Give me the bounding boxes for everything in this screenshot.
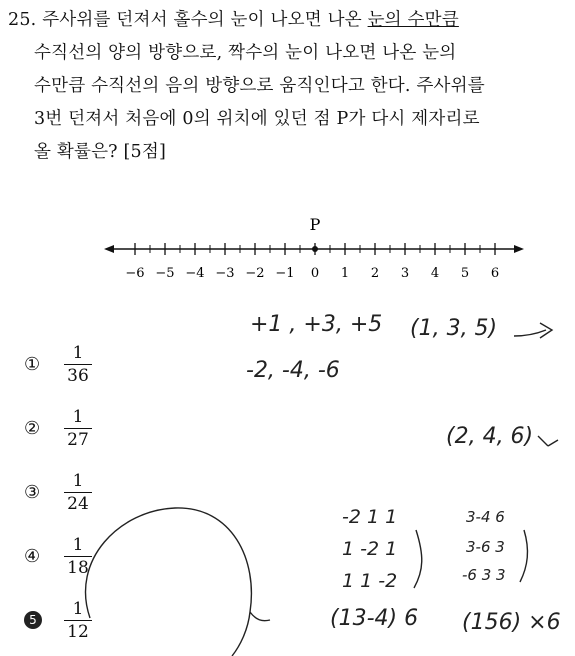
hw-even-moves: -2, -4, -6	[246, 358, 340, 383]
tick-label: −3	[215, 266, 235, 281]
fraction-bar	[64, 428, 92, 429]
choice-5-denominator: 12	[67, 621, 89, 642]
hw-count-1: (13-4) 6	[330, 606, 419, 631]
choice-1-fraction	[64, 343, 92, 386]
tick-label: −1	[275, 266, 295, 281]
number-line-figure	[104, 212, 524, 292]
fraction-bar	[64, 620, 92, 621]
choice-4[interactable]	[24, 524, 144, 588]
hw-combo-5: 3-6 3	[466, 538, 505, 556]
fraction-bar	[64, 492, 92, 493]
choice-3[interactable]	[24, 460, 144, 524]
choice-1-symbol: ①	[24, 353, 41, 375]
right-arrow-icon	[514, 245, 524, 253]
fraction-bar	[64, 364, 92, 365]
choice-3-denominator: 24	[67, 493, 89, 514]
number-line-svg	[104, 212, 524, 292]
tick-label: −6	[125, 266, 145, 281]
problem-statement	[8, 4, 570, 169]
hw-combo-2: 1 -2 1	[342, 538, 398, 560]
choice-1-numerator: 1	[72, 342, 84, 363]
tick-label: −4	[185, 266, 205, 281]
choice-4-symbol: ④	[24, 545, 41, 567]
hw-odd-set: (1, 3, 5)	[410, 316, 498, 341]
arrow-head-odd-icon	[540, 323, 552, 338]
tick-label: 2	[370, 266, 380, 281]
hw-combo-1: -2 1 1	[342, 506, 398, 528]
choice-3-fraction	[64, 471, 92, 514]
choice-4-denominator: 18	[67, 557, 89, 578]
hw-combo-3: 1 1 -2	[342, 570, 398, 592]
choice-5-fraction	[64, 599, 92, 642]
tick-label: −2	[245, 266, 265, 281]
choice-4-fraction	[64, 535, 92, 578]
tick-label: 5	[460, 266, 470, 281]
choice-2-denominator: 27	[67, 429, 89, 450]
choice-4-numerator: 1	[72, 534, 84, 555]
tick-label: 3	[400, 266, 410, 281]
tick-label: 4	[430, 266, 440, 281]
problem-line-3: 수만큼 수직선의 음의 방향으로 움직인다고 한다. 주사위를	[34, 76, 485, 96]
choice-1[interactable]	[24, 332, 144, 396]
problem-line-2: 수직선의 양의 방향으로, 짝수의 눈이 나오면 나온 눈의	[34, 43, 457, 63]
choice-3-numerator: 1	[72, 470, 84, 491]
fraction-bar	[64, 556, 92, 557]
tick-label: 6	[490, 266, 500, 281]
circle-tail-stroke	[250, 612, 270, 621]
tick-label: 1	[340, 266, 350, 281]
answer-choices	[24, 332, 144, 652]
point-p-label: P	[309, 215, 321, 234]
bracket-2-stroke	[520, 530, 527, 582]
arrow-to-odd-stroke	[514, 330, 546, 336]
hw-even-set: (2, 4, 6)	[446, 424, 534, 449]
problem-number: 25.	[8, 10, 37, 30]
choice-1-denominator: 36	[67, 365, 89, 386]
arrow-head-even-icon	[538, 436, 558, 446]
left-arrow-icon	[104, 245, 114, 253]
choice-2[interactable]	[24, 396, 144, 460]
problem-line-1: 25. 주사위를 던져서 홀수의 눈이 나오면 나온 눈의 수만큼	[8, 10, 459, 30]
bracket-1-stroke	[414, 530, 422, 588]
problem-line-4: 3번 던져서 처음에 0의 위치에 있던 점 P가 다시 제자리로	[34, 109, 480, 129]
tick-label: −5	[155, 266, 175, 281]
problem-line-5: 올 확률은? [5점]	[34, 142, 167, 162]
tick-labels	[125, 266, 499, 281]
hw-odd-moves: +1 , +3, +5	[250, 312, 383, 337]
choice-2-fraction	[64, 407, 92, 450]
choice-2-symbol: ②	[24, 417, 41, 439]
hw-count-2: (156) ×6	[462, 610, 561, 635]
choice-3-symbol: ③	[24, 481, 41, 503]
underlined-phrase: 눈의 수만큼	[367, 10, 459, 30]
choice-5-symbol-selected: 5	[24, 611, 42, 629]
hw-combo-6: -6 3 3	[462, 566, 506, 584]
hw-combo-4: 3-4 6	[466, 508, 505, 526]
choice-5-numerator: 1	[72, 598, 84, 619]
tick-label: 0	[310, 266, 320, 281]
choice-5[interactable]	[24, 588, 144, 652]
choice-2-numerator: 1	[72, 406, 84, 427]
